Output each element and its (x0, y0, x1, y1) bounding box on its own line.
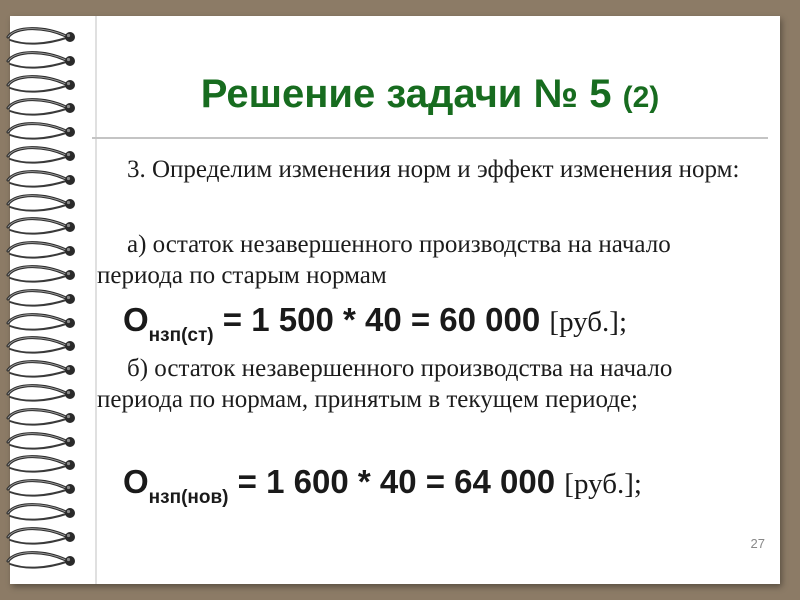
spiral-binding-ring-icon (4, 333, 84, 359)
item-a-text: а) остаток незавершенного производства на начало периода по старым нормам (97, 231, 671, 289)
spiral-binding-ring-icon (4, 238, 84, 264)
spiral-binding-ring-icon (4, 310, 84, 336)
spiral-binding-ring-icon (4, 48, 84, 74)
title-divider (92, 137, 768, 139)
spiral-binding-ring-icon (4, 286, 84, 312)
slide-title-suffix: (2) (622, 81, 660, 114)
spiral-binding-ring-icon (4, 357, 84, 383)
formula-old-expression: = 1 500 * 40 = 60 000 (213, 301, 550, 338)
spiral-binding-ring-icon (4, 524, 84, 550)
formula-new-unit: [руб.]; (564, 468, 642, 500)
slide-title (95, 70, 765, 122)
formula-new-symbol: О (123, 463, 149, 500)
spiral-binding-ring-icon (4, 191, 84, 217)
formula-new-subscript: нзп(нов) (148, 487, 229, 508)
spiral-binding-ring-icon (4, 381, 84, 407)
formula-new-expression: = 1 600 * 40 = 64 000 (228, 463, 565, 500)
spiral-binding-ring-icon (4, 500, 84, 526)
slide-title-text: Решение задачи № 5 (200, 72, 612, 116)
spiral-binding-ring-icon (4, 143, 84, 169)
formula-old-unit: [руб.]; (549, 306, 628, 338)
spiral-binding-ring-icon (4, 119, 84, 145)
spiral-binding-ring-icon (4, 72, 84, 98)
page-number: 27 (750, 536, 765, 551)
formula-old-symbol: О (123, 301, 149, 338)
step-intro: 3. Определим изменения норм и эффект изменения норм: (127, 156, 740, 183)
formula-new-norms (123, 462, 642, 518)
formula-old-norms (123, 300, 627, 356)
spiral-binding-ring-icon (4, 262, 84, 288)
spiral-binding-ring-icon (4, 429, 84, 455)
spiral-binding (4, 24, 84, 584)
spiral-binding-ring-icon (4, 24, 84, 50)
formula-old-subscript: нзп(ст) (148, 325, 214, 346)
spiral-binding-ring-icon (4, 476, 84, 502)
item-b-text: б) остаток незавершенного производства на начало периода по нормам, принятым в текущем периоде; (97, 355, 673, 413)
spiral-binding-ring-icon (4, 405, 84, 431)
spiral-binding-ring-icon (4, 452, 84, 478)
spiral-binding-ring-icon (4, 214, 84, 240)
spiral-binding-ring-icon (4, 95, 84, 121)
spiral-binding-ring-icon (4, 548, 84, 574)
spiral-binding-ring-icon (4, 167, 84, 193)
